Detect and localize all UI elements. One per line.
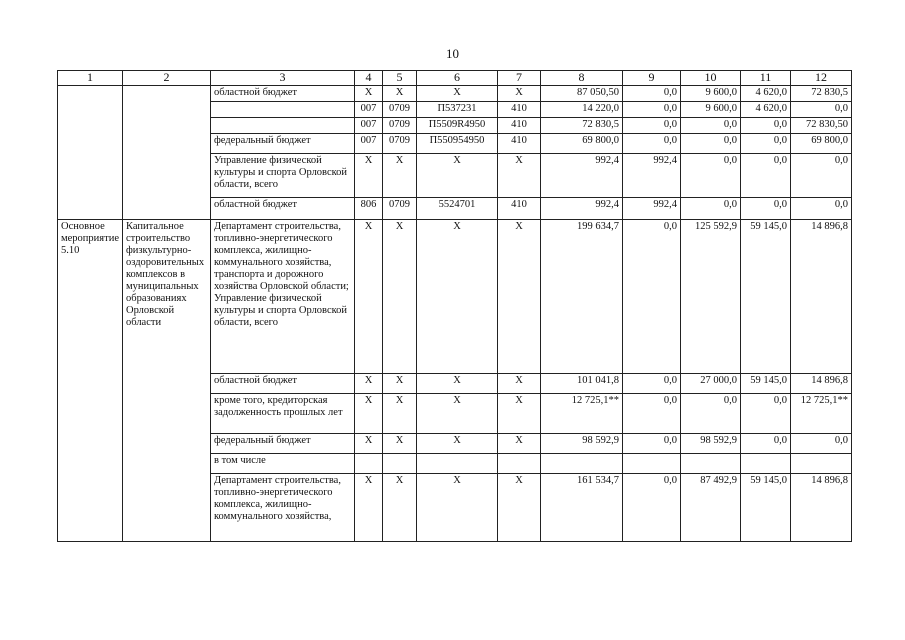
cell-amount: 87 050,50 [540, 86, 622, 102]
cell-code: Х [416, 394, 497, 434]
cell-amount: 125 592,9 [680, 220, 740, 374]
cell-code: Х [382, 394, 416, 434]
cell-amount: 72 830,50 [790, 118, 851, 134]
cell-code: 5524701 [416, 198, 497, 220]
cell-code: Х [354, 86, 382, 102]
cell-code: П5509R4950 [416, 118, 497, 134]
measure-label: Основное мероприятие 5.10 [58, 220, 123, 542]
cell-amount: 0,0 [680, 394, 740, 434]
cell-amount: 0,0 [680, 154, 740, 198]
cell-amount: 69 800,0 [540, 134, 622, 154]
cell-code: 806 [354, 198, 382, 220]
cell-code: Х [497, 86, 540, 102]
cell-code: Х [416, 220, 497, 374]
cell-amount [540, 454, 622, 474]
cell-code: 410 [497, 198, 540, 220]
table-row [58, 220, 852, 374]
cell-amount: 4 620,0 [740, 86, 790, 102]
cell-amount: 14 896,8 [790, 220, 851, 374]
cell-code: Х [497, 394, 540, 434]
cell-amount [790, 454, 851, 474]
cell-code: 0709 [382, 134, 416, 154]
cell-source: федеральный бюджет [210, 434, 354, 454]
cell-code: Х [416, 474, 497, 542]
cell-amount: 0,0 [622, 394, 680, 434]
cell-amount: 69 800,0 [790, 134, 851, 154]
cell-amount: 0,0 [622, 220, 680, 374]
cell-code: Х [497, 434, 540, 454]
cell-code: Х [354, 434, 382, 454]
empty-cell [58, 86, 123, 220]
cell-amount: 101 041,8 [540, 374, 622, 394]
empty-cell [122, 86, 210, 220]
cell-amount: 0,0 [740, 198, 790, 220]
header-cell: 8 [540, 71, 622, 86]
cell-code: Х [382, 220, 416, 374]
cell-amount: 14 220,0 [540, 102, 622, 118]
cell-code: Х [416, 86, 497, 102]
table-row [58, 86, 852, 102]
cell-amount: 98 592,9 [680, 434, 740, 454]
cell-amount: 992,4 [540, 154, 622, 198]
cell-amount: 27 000,0 [680, 374, 740, 394]
cell-amount: 59 145,0 [740, 374, 790, 394]
cell-code [416, 454, 497, 474]
cell-code: Х [497, 474, 540, 542]
cell-amount: 0,0 [622, 474, 680, 542]
cell-amount [622, 454, 680, 474]
cell-amount: 992,4 [622, 154, 680, 198]
cell-source: Управление физической культуры и спорта Орловской области, всего [210, 154, 354, 198]
cell-code: Х [497, 220, 540, 374]
cell-code: 410 [497, 118, 540, 134]
cell-code: Х [382, 474, 416, 542]
cell-source: кроме того, кредиторская задолженность прошлых лет [210, 394, 354, 434]
cell-code: Х [416, 374, 497, 394]
cell-source [210, 118, 354, 134]
cell-amount: 0,0 [680, 134, 740, 154]
cell-amount: 0,0 [680, 118, 740, 134]
cell-amount: 199 634,7 [540, 220, 622, 374]
cell-code: Х [354, 394, 382, 434]
cell-amount: 14 896,8 [790, 474, 851, 542]
cell-source: областной бюджет [210, 86, 354, 102]
cell-amount: 0,0 [622, 86, 680, 102]
cell-amount [740, 454, 790, 474]
cell-amount: 0,0 [622, 374, 680, 394]
cell-amount: 0,0 [622, 134, 680, 154]
header-cell: 3 [210, 71, 354, 86]
cell-amount: 0,0 [790, 154, 851, 198]
cell-amount: 59 145,0 [740, 220, 790, 374]
cell-code [382, 454, 416, 474]
cell-code: Х [354, 374, 382, 394]
cell-amount: 0,0 [740, 134, 790, 154]
header-cell: 9 [622, 71, 680, 86]
cell-amount: 9 600,0 [680, 102, 740, 118]
cell-code: П537231 [416, 102, 497, 118]
header-cell: 12 [790, 71, 851, 86]
cell-code: 410 [497, 134, 540, 154]
cell-amount: 59 145,0 [740, 474, 790, 542]
header-cell: 11 [740, 71, 790, 86]
cell-amount: 0,0 [622, 434, 680, 454]
cell-code: Х [354, 154, 382, 198]
cell-amount: 992,4 [622, 198, 680, 220]
cell-source: областной бюджет [210, 198, 354, 220]
measure-description: Капитальное строительство физкультурно-оздоровительных комплексов в муниципальных образованиях Орловской области [122, 220, 210, 542]
cell-amount: 0,0 [740, 394, 790, 434]
cell-amount: 161 534,7 [540, 474, 622, 542]
cell-amount: 0,0 [740, 118, 790, 134]
header-cell: 7 [497, 71, 540, 86]
cell-code: П550954950 [416, 134, 497, 154]
header-cell: 2 [122, 71, 210, 86]
cell-code: Х [382, 86, 416, 102]
cell-amount: 0,0 [740, 434, 790, 454]
cell-code: Х [416, 154, 497, 198]
cell-source [210, 102, 354, 118]
cell-amount: 14 896,8 [790, 374, 851, 394]
header-cell: 1 [58, 71, 123, 86]
cell-amount: 9 600,0 [680, 86, 740, 102]
cell-code: 0709 [382, 198, 416, 220]
cell-amount: 0,0 [790, 102, 851, 118]
cell-amount: 12 725,1** [790, 394, 851, 434]
cell-source: областной бюджет [210, 374, 354, 394]
cell-amount: 0,0 [740, 154, 790, 198]
cell-code: Х [497, 154, 540, 198]
header-cell: 10 [680, 71, 740, 86]
cell-amount: 0,0 [680, 198, 740, 220]
page-number: 10 [446, 46, 459, 61]
header-cell: 4 [354, 71, 382, 86]
cell-code: 0709 [382, 102, 416, 118]
cell-amount: 0,0 [790, 198, 851, 220]
cell-code: 007 [354, 118, 382, 134]
cell-code: Х [354, 474, 382, 542]
cell-amount: 72 830,5 [540, 118, 622, 134]
header-cell: 5 [382, 71, 416, 86]
cell-code: Х [354, 220, 382, 374]
cell-code: Х [416, 434, 497, 454]
cell-code: Х [382, 434, 416, 454]
cell-code: Х [382, 154, 416, 198]
cell-code [354, 454, 382, 474]
cell-amount: 0,0 [622, 118, 680, 134]
cell-amount [680, 454, 740, 474]
cell-amount: 0,0 [622, 102, 680, 118]
cell-source: Департамент строительства, топливно-энергетического комплекса, жилищно-коммунального хозяйства, транспорта и дорожного хозяйства Орловской области; Управление физической культуры и спорта Орловской области, всего [210, 220, 354, 374]
cell-code: 007 [354, 102, 382, 118]
cell-code: 410 [497, 102, 540, 118]
header-cell: 6 [416, 71, 497, 86]
cell-code: Х [497, 374, 540, 394]
cell-amount: 72 830,5 [790, 86, 851, 102]
cell-code [497, 454, 540, 474]
cell-amount: 4 620,0 [740, 102, 790, 118]
cell-amount: 992,4 [540, 198, 622, 220]
cell-amount: 0,0 [790, 434, 851, 454]
budget-table [57, 70, 852, 542]
cell-amount: 98 592,9 [540, 434, 622, 454]
cell-amount: 87 492,9 [680, 474, 740, 542]
cell-code: 0709 [382, 118, 416, 134]
cell-source: федеральный бюджет [210, 134, 354, 154]
cell-code: Х [382, 374, 416, 394]
cell-source: в том числе [210, 454, 354, 474]
cell-source: Департамент строительства, топливно-энергетического комплекса, жилищно-коммунального хозяйства, [210, 474, 354, 542]
cell-code: 007 [354, 134, 382, 154]
header-row [58, 71, 852, 86]
cell-amount: 12 725,1** [540, 394, 622, 434]
